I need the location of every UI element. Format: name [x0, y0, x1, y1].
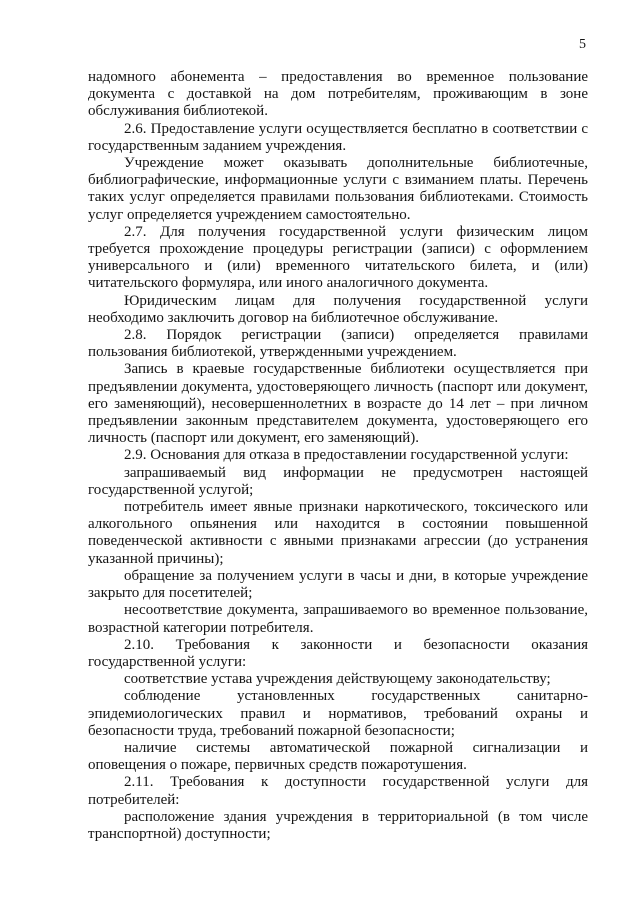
paragraph: надомного абонемента – предоставления во временное пользование документа с доставкой на дом потребителям, проживающим в зоне обслуживания библиотекой. [88, 69, 588, 120]
paragraph: 2.11. Требования к доступности государственной услуги для потребителей: [88, 774, 588, 808]
paragraph: Юридическим лицам для получения государственной услуги необходимо заключить договор на библиотечное обслуживание. [88, 292, 588, 326]
paragraph: 2.6. Предоставление услуги осуществляется бесплатно в соответствии с государственным заданием учреждения. [88, 120, 588, 154]
paragraph: Учреждение может оказывать дополнительные библиотечные, библиографические, информационные услуги с взиманием платы. Перечень таких услуг определяется правилами пользования библиотеками. Стоимость услуг определяется учреждением самостоятельно. [88, 155, 588, 223]
paragraph: наличие системы автоматической пожарной сигнализации и оповещения о пожаре, первичных средств пожаротушения. [88, 739, 588, 774]
paragraph: 2.9. Основания для отказа в предоставлении государственной услуги: [124, 447, 569, 464]
paragraph: соответствие устава учреждения действующему законодательству; [124, 671, 551, 688]
paragraph: Запись в краевые государственные библиотеки осуществляется при предъявлении документа, удостоверяющего личность (паспорт или документ, его заменяющий), несовершеннолетних в возрасте до 14 лет – при личном предъявлении законным представителем документа, удостоверяющего его личность (паспорт или документ, его заменяющий). [88, 361, 588, 447]
paragraph: расположение здания учреждения в территориальной (в том числе транспортной) доступности; [88, 808, 588, 842]
paragraph: несоответствие документа, запрашиваемого во временное пользование, возрастной категории потребителя. [88, 602, 588, 636]
document-body [88, 69, 588, 843]
page-number: 5 [579, 37, 586, 52]
paragraph: потребитель имеет явные признаки наркотического, токсического или алкогольного опьянения или находится в состоянии повышенной поведенческой активности с явными признаками агрессии (до устранения указанной причины); [88, 499, 588, 567]
paragraph: обращение за получением услуги в часы и дни, в которые учреждение закрыто для посетителей; [88, 567, 588, 602]
paragraph: 2.7. Для получения государственной услуги физическим лицом требуется прохождение процедуры регистрации (записи) с оформлением универсального и (или) временного читательского билета, и (или) читательского формуляра, или иного аналогичного документа. [88, 223, 588, 292]
paragraph: соблюдение установленных государственных санитарно-эпидемиологических правил и нормативов, требований охраны и безопасности труда, требований пожарной безопасности; [88, 688, 588, 739]
paragraph: 2.8. Порядок регистрации (записи) определяется правилами пользования библиотекой, утвержденными учреждением. [88, 327, 588, 361]
paragraph: 2.10. Требования к законности и безопасности оказания государственной услуги: [88, 636, 588, 670]
paragraph: запрашиваемый вид информации не предусмотрен настоящей государственной услугой; [88, 464, 588, 498]
